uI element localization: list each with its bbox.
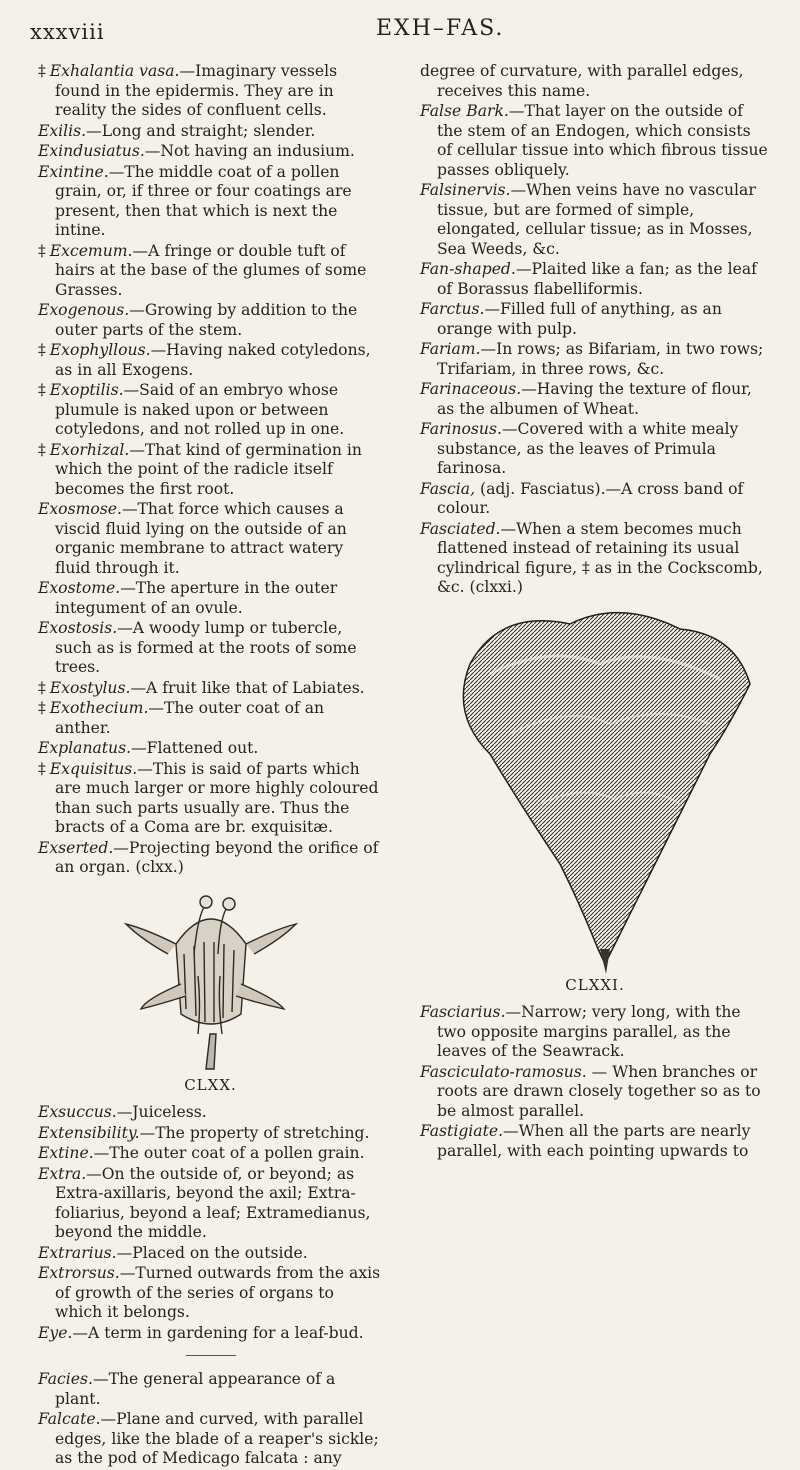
entry-term: Fariam. xyxy=(420,340,481,358)
entry-definition: —Said of an embryo whose plumule is naked upon or between cotyledons, and not rolled up in one. xyxy=(55,381,345,438)
entry-term: Exoptilis. xyxy=(49,381,124,399)
entry-term: Fasciated. xyxy=(420,519,501,538)
entry-definition: —A fruit like that of Labiates. xyxy=(130,678,365,697)
glossary-entry xyxy=(38,1124,383,1144)
glossary-entry xyxy=(420,1122,770,1161)
entry-term: Falcate. xyxy=(38,1410,101,1428)
entry-definition: —A woody lump or tubercle, such as is formed at the roots of some trees. xyxy=(55,619,357,676)
section-divider xyxy=(186,1355,236,1356)
entry-definition: —Plaited like a fan; as the leaf of Borassus flabelliformis. xyxy=(437,260,757,298)
glossary-entry xyxy=(38,699,383,738)
entry-term: Exorhizal. xyxy=(49,440,130,459)
entry-definition: —Long and straight; slender. xyxy=(86,121,316,140)
glossary-entry xyxy=(38,1103,383,1123)
glossary-entry xyxy=(38,381,383,440)
entry-term: Eye. xyxy=(38,1323,73,1342)
glossary-entry xyxy=(38,619,383,678)
entry-definition: —Placed on the outside. xyxy=(116,1243,308,1262)
running-head: EXH–FAS. xyxy=(376,16,505,41)
glossary-entry xyxy=(420,480,770,519)
glossary-entry xyxy=(38,739,383,759)
page-number: xxxviii xyxy=(30,20,105,44)
entry-term: Exintine. xyxy=(38,162,109,181)
glossary-entry xyxy=(38,301,383,340)
entry-term: Exothecium. xyxy=(49,699,149,717)
entry-definition: —The property of stretching. xyxy=(139,1123,370,1142)
glossary-entry xyxy=(420,340,770,379)
glossary-entry xyxy=(38,242,383,301)
glossary-entry xyxy=(420,1063,770,1122)
glossary-entry xyxy=(38,679,383,699)
entry-term: Exostome. xyxy=(38,579,121,597)
page-header xyxy=(0,10,800,50)
glossary-entry xyxy=(38,500,383,578)
glossary-entry xyxy=(38,142,383,162)
figure-clxxi-caption: CLXXI. xyxy=(565,975,625,994)
left-entries-b xyxy=(38,1103,383,1343)
entry-definition: —The middle coat of a pollen grain, or, if three or four coatings are present, then that which is next the intine. xyxy=(55,162,352,239)
entry-definition: —That layer on the outside of the stem of an Endogen, which consists of cellular tissue into which fibrous tissue passes obliquely. xyxy=(437,102,768,179)
entry-term: False Bark. xyxy=(420,102,509,120)
left-column xyxy=(38,62,383,1470)
entry-term: Explanatus. xyxy=(38,739,132,757)
entry-definition: —That kind of germination in which the point of the radicle itself becomes the first root. xyxy=(55,440,362,498)
entry-term: Extine. xyxy=(38,1144,94,1162)
glossary-entry xyxy=(420,102,770,180)
entry-term: Farinaceous. xyxy=(420,380,522,398)
figure-clxxi xyxy=(420,604,770,996)
entry-term: Farinosus. xyxy=(420,420,502,438)
entry-definition: —The outer coat of a pollen grain. xyxy=(93,1144,365,1162)
entry-term: Exostylus. xyxy=(49,678,131,697)
glossary-entry xyxy=(38,1324,383,1344)
entry-term: Exquisitus. xyxy=(49,759,138,778)
glossary-entry xyxy=(420,520,770,598)
entry-term: Exserted. xyxy=(38,838,114,857)
entry-term: Exhalantia vasa. xyxy=(49,62,180,80)
entry-definition: —The aperture in the outer integument of an ovule. xyxy=(55,579,338,617)
glossary-entry xyxy=(38,341,383,380)
entry-term: Extensibility. xyxy=(38,1123,140,1142)
left-entries-a xyxy=(38,62,383,878)
entry-definition: —That force which causes a viscid fluid lying on the outside of an organic membrane to attract watery fluid through it. xyxy=(55,500,347,577)
figure-clxxi-illustration xyxy=(430,604,760,974)
glossary-entry xyxy=(38,163,383,241)
entry-term: Fan-shaped. xyxy=(420,260,516,278)
entry-definition: — When branches or roots are drawn closely together so as to be almost parallel. xyxy=(437,1062,761,1120)
entry-definition: —When veins have no vascular tissue, but are formed of simple, elongated, cellular tissue; as in Mosses, Sea Weeds, &c. xyxy=(437,181,756,258)
entry-term: Exostosis. xyxy=(38,619,118,637)
dagger-mark: ‡ xyxy=(38,241,46,260)
figure-clxx-caption: CLXX. xyxy=(184,1075,237,1094)
right-column xyxy=(420,62,770,1162)
glossary-entry xyxy=(420,260,770,299)
dagger-mark: ‡ xyxy=(38,341,46,359)
entry-term: Exogenous. xyxy=(38,301,130,319)
entry-definition: —On the outside of, or beyond; as Extra-axillaris, beyond the axil; Extra-foliarius, beyond a leaf; Extramedianus, beyond the middle. xyxy=(55,1164,371,1241)
entry-definition: —When a stem becomes much flattened instead of retaining its usual cylindrical figure, ‡ as in the Cockscomb, &c. (clxxi.) xyxy=(437,519,763,596)
glossary-entry xyxy=(38,1165,383,1243)
entry-definition: —The outer coat of an anther. xyxy=(55,699,325,737)
entry-term: Falsinervis. xyxy=(420,181,511,199)
entry-definition: —Narrow; very long, with the two opposite margins parallel, as the leaves of the Seawrack. xyxy=(437,1003,741,1060)
glossary-entry xyxy=(420,62,770,101)
entry-definition: —When all the parts are nearly parallel, with each pointing upwards to xyxy=(437,1122,751,1160)
left-entries-c xyxy=(38,1370,383,1469)
entry-definition: —Having naked cotyledons, as in all Exogens. xyxy=(55,341,371,379)
entry-definition: —Covered with a white mealy substance, as the leaves of Primula farinosa. xyxy=(437,420,739,477)
entry-definition: (adj. Fasciatus).—A cross band of colour. xyxy=(437,479,744,517)
figure-clxx-illustration xyxy=(106,884,316,1074)
entry-definition: —In rows; as Bifariam, in two rows; Trifariam, in three rows, &c. xyxy=(437,340,764,378)
dagger-mark: ‡ xyxy=(38,678,46,697)
right-entries-a xyxy=(420,62,770,598)
entry-term: Extra. xyxy=(38,1164,87,1183)
entry-definition: —Turned outwards from the axis of growth of the series of organs to which it belongs. xyxy=(55,1264,381,1321)
entry-term: Exosmose. xyxy=(38,500,122,518)
glossary-entry xyxy=(420,300,770,339)
entry-definition: —Growing by addition to the outer parts of the stem. xyxy=(55,301,358,339)
entry-term: Farctus. xyxy=(420,300,485,318)
entry-term: Exilis. xyxy=(38,121,87,140)
entry-term: Exsuccus. xyxy=(38,1103,117,1121)
glossary-entry xyxy=(420,380,770,419)
entry-term: Fasciarius. xyxy=(420,1003,506,1021)
glossary-entry xyxy=(38,441,383,500)
dagger-mark: ‡ xyxy=(38,440,46,459)
glossary-entry xyxy=(38,1264,383,1323)
entry-definition: —Having the texture of flour, as the albumen of Wheat. xyxy=(437,380,752,418)
entry-definition: —Filled full of anything, as an orange with pulp. xyxy=(437,300,722,338)
glossary-entry xyxy=(420,1003,770,1062)
entry-definition: —Not having an indusium. xyxy=(144,142,355,160)
entry-definition: —This is said of parts which are much larger or more highly coloured than such parts usually are. Thus the bracts of a Coma are br. exquisitæ. xyxy=(55,759,379,836)
entry-term: Excemum. xyxy=(49,241,133,260)
entry-term: Fascia, xyxy=(420,479,476,498)
entry-definition: —The general appearance of a plant. xyxy=(55,1370,336,1408)
entry-definition: —Flattened out. xyxy=(131,739,259,757)
entry-term: Fasciculato-ramosus. xyxy=(420,1062,587,1081)
glossary-entry xyxy=(38,839,383,878)
glossary-entry xyxy=(38,579,383,618)
dagger-mark: ‡ xyxy=(38,759,46,778)
entry-definition: —Projecting beyond the orifice of an organ. (clxx.) xyxy=(55,838,379,876)
glossary-entry xyxy=(38,1144,383,1164)
glossary-entry xyxy=(38,122,383,142)
entry-term: Extrarius. xyxy=(38,1243,117,1262)
entry-definition: —Juiceless. xyxy=(116,1103,207,1121)
entry-definition: —Imaginary vessels found in the epidermis. They are in reality the sides of confluent cells. xyxy=(55,62,338,119)
entry-term: Fastigiate. xyxy=(420,1122,504,1140)
entry-definition: —Plane and curved, with parallel edges, like the blade of a reaper's sickle; as the pod of Medicago falcata : any xyxy=(55,1410,379,1467)
glossary-entry xyxy=(38,62,383,121)
glossary-entry xyxy=(38,1244,383,1264)
entry-term: Facies. xyxy=(38,1370,93,1388)
entry-definition: —A fringe or double tuft of hairs at the base of the glumes of some Grasses. xyxy=(55,241,367,299)
glossary-entry xyxy=(38,760,383,838)
figure-clxx xyxy=(38,884,383,1096)
entry-term: Exophyllous. xyxy=(49,341,151,359)
glossary-entry xyxy=(420,181,770,259)
right-entries-b xyxy=(420,1003,770,1161)
entry-definition: —A term in gardening for a leaf-bud. xyxy=(72,1323,364,1342)
dagger-mark: ‡ xyxy=(38,699,46,717)
glossary-entry xyxy=(38,1370,383,1409)
entry-term: Extrorsus. xyxy=(38,1264,120,1282)
entry-definition: degree of curvature, with parallel edges, receives this name. xyxy=(420,62,744,100)
glossary-entry xyxy=(38,1410,383,1469)
dagger-mark: ‡ xyxy=(38,62,46,80)
glossary-entry xyxy=(420,420,770,479)
entry-term: Exindusiatus. xyxy=(38,142,145,160)
dagger-mark: ‡ xyxy=(38,381,46,399)
